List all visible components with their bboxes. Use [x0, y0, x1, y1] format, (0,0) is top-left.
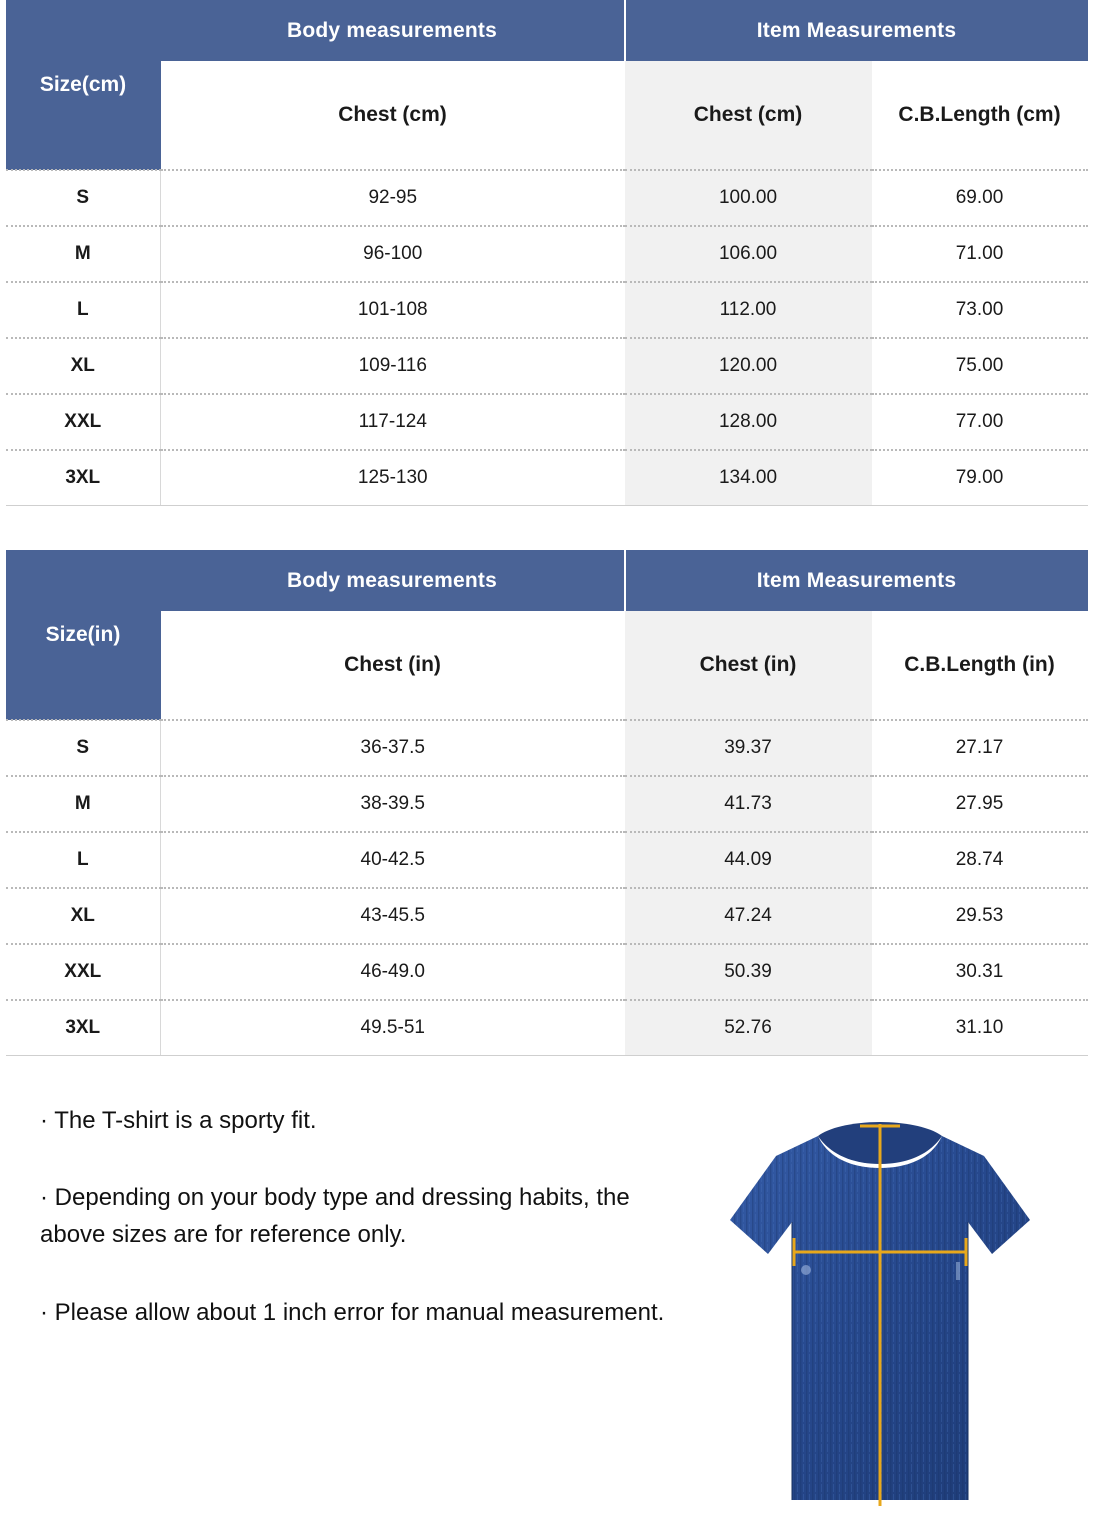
- cell-size: L: [6, 282, 161, 338]
- sub-header-row: [6, 61, 1088, 170]
- cell-item-chest: 39.37: [625, 720, 872, 776]
- notes-list: [40, 1102, 700, 1371]
- group-header-item-measurements: Item Measurements: [625, 0, 1088, 61]
- cell-body-chest: 101-108: [161, 282, 625, 338]
- sub-header-body-chest: Chest (in): [344, 653, 441, 676]
- cell-size: 3XL: [6, 450, 161, 505]
- cell-item-chest: 47.24: [625, 888, 872, 944]
- cell-body-chest: 46-49.0: [161, 944, 625, 1000]
- table-row: [6, 282, 1088, 338]
- cell-cb-length: 30.31: [872, 944, 1088, 1000]
- cell-body-chest: 92-95: [161, 170, 625, 226]
- group-header-row: [6, 0, 1088, 61]
- cell-body-chest: 40-42.5: [161, 832, 625, 888]
- cell-size: S: [6, 720, 161, 776]
- cell-cb-length: 73.00: [872, 282, 1088, 338]
- cell-size: 3XL: [6, 1000, 161, 1055]
- cell-size: M: [6, 226, 161, 282]
- sub-header-item-chest: Chest (cm): [625, 61, 872, 170]
- size-column-header: Size(cm): [6, 0, 161, 170]
- cell-cb-length: 77.00: [872, 394, 1088, 450]
- cell-cb-length: 27.17: [872, 720, 1088, 776]
- cell-item-chest: 120.00: [625, 338, 872, 394]
- brand-logo-left: [801, 1265, 811, 1275]
- table-row: [6, 720, 1088, 776]
- tshirt-illustration: [710, 1102, 1050, 1522]
- cell-item-chest: 106.00: [625, 226, 872, 282]
- tshirt-texture: [730, 1136, 1030, 1500]
- note-item: · Please allow about 1 inch error for manual measurement.: [40, 1298, 665, 1326]
- cell-body-chest: 36-37.5: [161, 720, 625, 776]
- notes-and-image-section: [0, 1102, 1093, 1522]
- cell-cb-length: 69.00: [872, 170, 1088, 226]
- cell-cb-length: 31.10: [872, 1000, 1088, 1055]
- table-row: [6, 450, 1088, 505]
- table-row: [6, 832, 1088, 888]
- cell-cb-length: 79.00: [872, 450, 1088, 505]
- cell-body-chest: 117-124: [161, 394, 625, 450]
- size-table-in-wrapper: [6, 550, 1088, 1056]
- cell-size: XL: [6, 338, 161, 394]
- table-row: [6, 776, 1088, 832]
- cell-item-chest: 100.00: [625, 170, 872, 226]
- cell-body-chest: 96-100: [161, 226, 625, 282]
- sub-header-body-chest: Chest (cm): [338, 103, 447, 126]
- note-item: · Depending on your body type and dressing habits, the above sizes are for reference only.: [40, 1184, 630, 1249]
- cell-cb-length: 27.95: [872, 776, 1088, 832]
- cell-item-chest: 112.00: [625, 282, 872, 338]
- brand-logo-right: [956, 1262, 960, 1280]
- sub-header-row: [6, 611, 1088, 720]
- table-row: [6, 338, 1088, 394]
- sub-header-item-chest: Chest (in): [625, 611, 872, 720]
- table-gap: [0, 506, 1093, 550]
- table-row: [6, 226, 1088, 282]
- table-row: [6, 888, 1088, 944]
- size-table-cm-wrapper: [6, 0, 1088, 506]
- size-table-in: [6, 550, 1088, 1055]
- group-header-body-measurements: Body measurements: [161, 0, 625, 61]
- cell-item-chest: 134.00: [625, 450, 872, 505]
- cell-item-chest: 50.39: [625, 944, 872, 1000]
- cell-size: XXL: [6, 394, 161, 450]
- cell-body-chest: 38-39.5: [161, 776, 625, 832]
- cell-size: XXL: [6, 944, 161, 1000]
- cell-cb-length: 28.74: [872, 832, 1088, 888]
- cell-body-chest: 125-130: [161, 450, 625, 505]
- cell-cb-length: 71.00: [872, 226, 1088, 282]
- table-row: [6, 1000, 1088, 1055]
- cell-item-chest: 52.76: [625, 1000, 872, 1055]
- cell-cb-length: 75.00: [872, 338, 1088, 394]
- cell-cb-length: 29.53: [872, 888, 1088, 944]
- cell-body-chest: 109-116: [161, 338, 625, 394]
- table-row: [6, 944, 1088, 1000]
- group-header-body-measurements: Body measurements: [161, 550, 625, 611]
- group-header-item-measurements: Item Measurements: [625, 550, 1088, 611]
- table-row: [6, 170, 1088, 226]
- product-image: [710, 1102, 1050, 1522]
- cell-body-chest: 43-45.5: [161, 888, 625, 944]
- cell-item-chest: 41.73: [625, 776, 872, 832]
- cell-size: M: [6, 776, 161, 832]
- sub-header-cb-length: C.B.Length (in): [904, 653, 1055, 676]
- group-header-row: [6, 550, 1088, 611]
- cell-size: L: [6, 832, 161, 888]
- sub-header-cb-length: C.B.Length (cm): [898, 103, 1061, 126]
- note-item: · The T-shirt is a sporty fit.: [40, 1107, 317, 1134]
- cell-body-chest: 49.5-51: [161, 1000, 625, 1055]
- cell-size: S: [6, 170, 161, 226]
- cell-item-chest: 128.00: [625, 394, 872, 450]
- size-column-header: Size(in): [6, 550, 161, 720]
- cell-size: XL: [6, 888, 161, 944]
- table-row: [6, 394, 1088, 450]
- cell-item-chest: 44.09: [625, 832, 872, 888]
- size-table-cm: [6, 0, 1088, 505]
